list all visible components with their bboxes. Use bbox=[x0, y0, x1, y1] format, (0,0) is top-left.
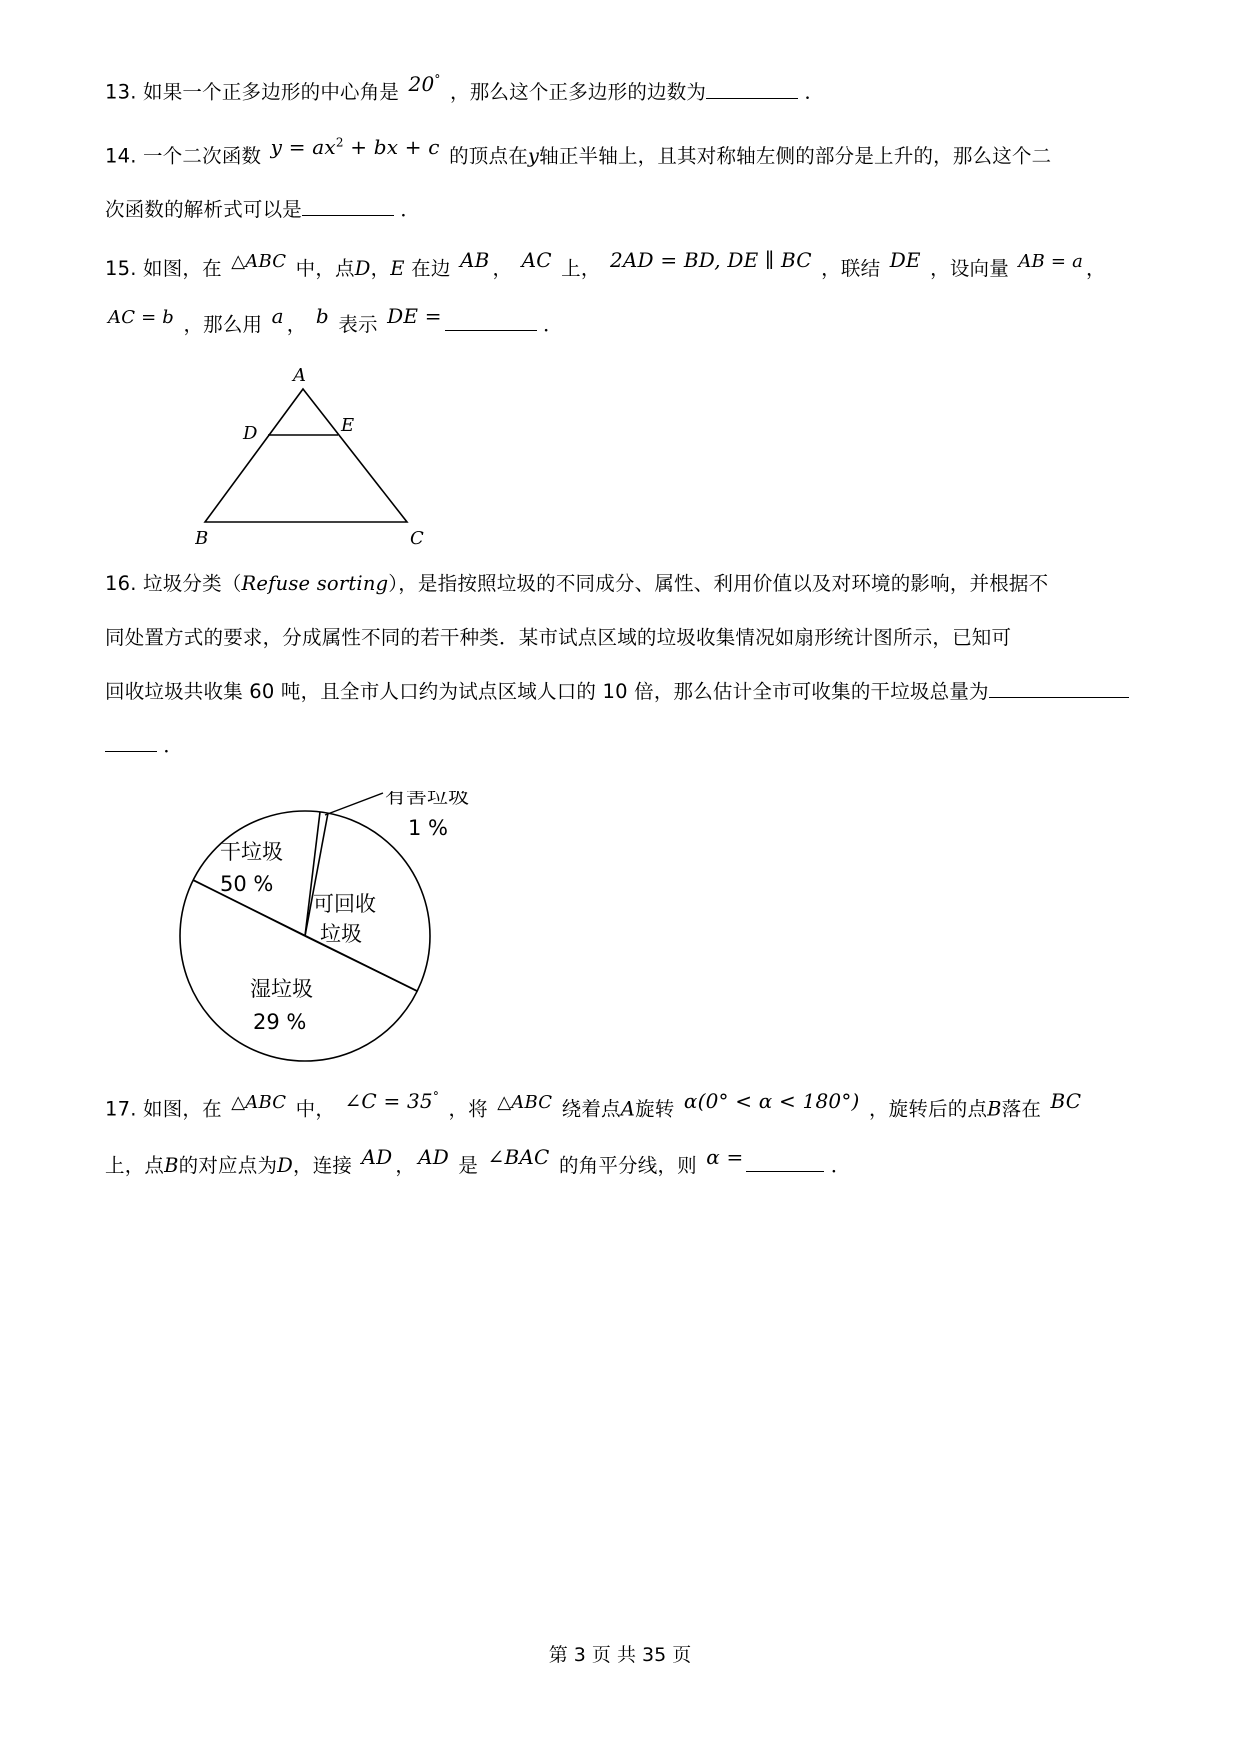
pie-value-wet: 29 % bbox=[253, 1010, 307, 1035]
pie-diameter-line bbox=[193, 880, 417, 991]
q15-math-de: DE bbox=[889, 248, 921, 273]
q16-line1-b: ），是指按照垃圾的不同成分、属性、利用价值以及对环境的影响，并根据不 bbox=[388, 572, 1049, 596]
question-13 bbox=[105, 60, 1135, 120]
pie-label-dry: 干垃圾 bbox=[220, 840, 283, 865]
q17-math-triangle-abc-2: △ABC bbox=[497, 1091, 553, 1113]
q16-number: 16. bbox=[105, 572, 137, 596]
question-15 bbox=[105, 241, 1135, 353]
q17-math-angle-c: ∠C = 35° bbox=[344, 1088, 440, 1113]
q14-text-1: 一个二次函数 bbox=[143, 144, 262, 168]
q16-line3: 回收垃圾共收集 60 吨，且全市人口约为试点区域人口的 10 倍，那么估计全市可收集的干垃圾总量为 bbox=[105, 680, 989, 704]
q15-var-d: D bbox=[354, 257, 371, 281]
pie-radius-harmful-end bbox=[305, 813, 328, 936]
q15-text-5: ，联结 bbox=[821, 257, 881, 281]
pie-chart-svg bbox=[165, 791, 625, 1071]
triangle-label-b: B bbox=[195, 528, 209, 548]
q15-comma-1: ， bbox=[370, 257, 391, 281]
q17-math-ad-2: AD bbox=[418, 1144, 449, 1169]
pie-leader-line bbox=[325, 793, 383, 815]
q17-text-2: 中， bbox=[295, 1097, 336, 1121]
q17-math-alpha-eq: α = bbox=[706, 1144, 744, 1169]
q13-number: 13. bbox=[105, 80, 137, 104]
q17-text-3: ，将 bbox=[448, 1097, 488, 1121]
page-footer-text: 第 3 页 共 35 页 bbox=[548, 1644, 692, 1666]
q16-answer-blank-cont[interactable] bbox=[105, 734, 157, 752]
q14-line2-text: 次函数的解析式可以是 bbox=[105, 198, 303, 222]
q17-line2-text-6: 的角平分线，则 bbox=[558, 1153, 697, 1177]
q17-math-angle-bac: ∠BAC bbox=[487, 1144, 550, 1169]
pie-value-dry: 50 % bbox=[220, 872, 274, 897]
q15-text-2: 中，点 bbox=[295, 257, 355, 281]
q15-math-a: a bbox=[271, 304, 284, 329]
q13-math-central-angle: 20° bbox=[408, 71, 441, 96]
q14-answer-blank[interactable] bbox=[302, 198, 394, 216]
q13-text-1: 如果一个正多边形的中心角是 bbox=[143, 80, 400, 104]
q17-math-ad: AD bbox=[361, 1144, 393, 1169]
q17-text-5: 旋转 bbox=[635, 1097, 675, 1121]
q15-math-de-eq: DE = bbox=[387, 304, 442, 329]
document-page bbox=[105, 60, 1135, 1197]
q14-number: 14. bbox=[105, 144, 137, 168]
q17-var-b: B bbox=[987, 1097, 1002, 1121]
pie-radius-harmful-start bbox=[305, 812, 320, 936]
question-17 bbox=[105, 1077, 1135, 1193]
q17-text-7: 落在 bbox=[1001, 1097, 1042, 1121]
q17-line2-text-3: ，连接 bbox=[293, 1153, 353, 1177]
q15-math-ac: AC bbox=[521, 248, 552, 273]
triangle-label-d: D bbox=[243, 423, 258, 445]
q16-answer-blank[interactable] bbox=[989, 680, 1129, 698]
q14-text-2: 的顶点在 bbox=[449, 144, 528, 168]
q17-tail: ． bbox=[830, 1153, 851, 1177]
q15-text-7: ， bbox=[1086, 257, 1106, 281]
question-16 bbox=[105, 557, 1135, 773]
q14-math-function: $y = ax^2$ + bx + c bbox=[270, 135, 440, 160]
q15-math-ab: AB bbox=[459, 248, 490, 273]
q16-line1-a: 垃圾分类（ bbox=[143, 572, 242, 596]
pie-label-harmful: 有害垃圾 bbox=[385, 791, 469, 809]
q17-number: 17. bbox=[105, 1097, 137, 1121]
q17-line2-text-1: 上，点 bbox=[105, 1153, 165, 1177]
triangle-label-c: C bbox=[410, 528, 424, 548]
q15-text-3: 在边 bbox=[411, 257, 451, 281]
triangle-figure bbox=[195, 367, 535, 547]
q15-line2-text-2: 表示 bbox=[338, 313, 378, 337]
q15-line2-text-1: ，那么用 bbox=[183, 313, 263, 337]
pie-label-wet: 湿垃圾 bbox=[250, 977, 313, 1002]
triangle-figure-svg bbox=[195, 367, 535, 547]
pie-label-recyclable-2: 垃圾 bbox=[320, 922, 362, 947]
q15-math-condition: 2AD = BD, DE ∥ BC bbox=[609, 248, 812, 273]
triangle-label-e: E bbox=[341, 415, 355, 437]
q17-line2-text-4: ， bbox=[395, 1153, 416, 1177]
q17-text-6: ，旋转后的点 bbox=[868, 1097, 988, 1121]
pie-value-harmful: 1 % bbox=[408, 816, 448, 841]
triangle-label-a: A bbox=[293, 367, 306, 387]
q15-math-vector-ac: AC = b bbox=[108, 307, 175, 329]
q17-var-d: D bbox=[277, 1153, 293, 1177]
q15-math-vector-ab: AB = a bbox=[1018, 251, 1084, 273]
q15-text-4: 上， bbox=[561, 257, 601, 281]
q16-english-term: Refuse sorting bbox=[241, 572, 389, 596]
q15-text-1: 如图，在 bbox=[143, 257, 222, 281]
q17-var-b2: B bbox=[164, 1153, 179, 1177]
q16-line2: 同处置方式的要求，分成属性不同的若干种类．某市试点区域的垃圾收集情况如扇形统计图所示，已知可 bbox=[105, 626, 1012, 650]
page-footer bbox=[0, 1640, 1240, 1667]
q16-tail: ． bbox=[163, 734, 184, 758]
q13-answer-blank[interactable] bbox=[706, 81, 798, 99]
q15-line2-comma: ， bbox=[286, 313, 307, 337]
question-14 bbox=[105, 124, 1135, 238]
q13-text-2: ，那么这个正多边形的边数为 bbox=[450, 80, 707, 104]
q17-text-4: 绕着点 bbox=[561, 1097, 621, 1121]
q17-line2-text-5: 是 bbox=[458, 1153, 479, 1177]
q15-number: 15. bbox=[105, 257, 137, 281]
q15-var-e: E bbox=[390, 257, 405, 281]
q15-math-b: b bbox=[315, 304, 329, 329]
q14-tail: ． bbox=[400, 198, 421, 222]
q14-var-y: y bbox=[527, 144, 540, 168]
q17-math-triangle-abc: △ABC bbox=[231, 1091, 287, 1113]
q17-answer-blank[interactable] bbox=[746, 1154, 824, 1172]
q15-text-6: ，设向量 bbox=[930, 257, 1009, 281]
q14-text-3: 轴正半轴上，且其对称轴左侧的部分是上升的，那么这个二 bbox=[539, 144, 1052, 168]
triangle-abc-path bbox=[205, 389, 407, 522]
q17-math-alpha-range: α(0° < α < 180°) bbox=[683, 1088, 860, 1113]
q17-line2-text-2: 的对应点为 bbox=[178, 1153, 278, 1177]
q15-comma-2: ， bbox=[492, 257, 513, 281]
q15-math-triangle-abc: △ABC bbox=[231, 251, 287, 273]
q13-tail: ． bbox=[804, 80, 825, 104]
pie-chart-figure bbox=[165, 791, 625, 1071]
q15-tail: ． bbox=[543, 313, 563, 337]
q17-math-bc: BC bbox=[1050, 1088, 1082, 1113]
q17-var-a: A bbox=[620, 1097, 636, 1121]
q15-answer-blank[interactable] bbox=[445, 313, 537, 331]
q17-text-1: 如图，在 bbox=[143, 1097, 222, 1121]
pie-label-recyclable-1: 可回收 bbox=[313, 892, 376, 917]
